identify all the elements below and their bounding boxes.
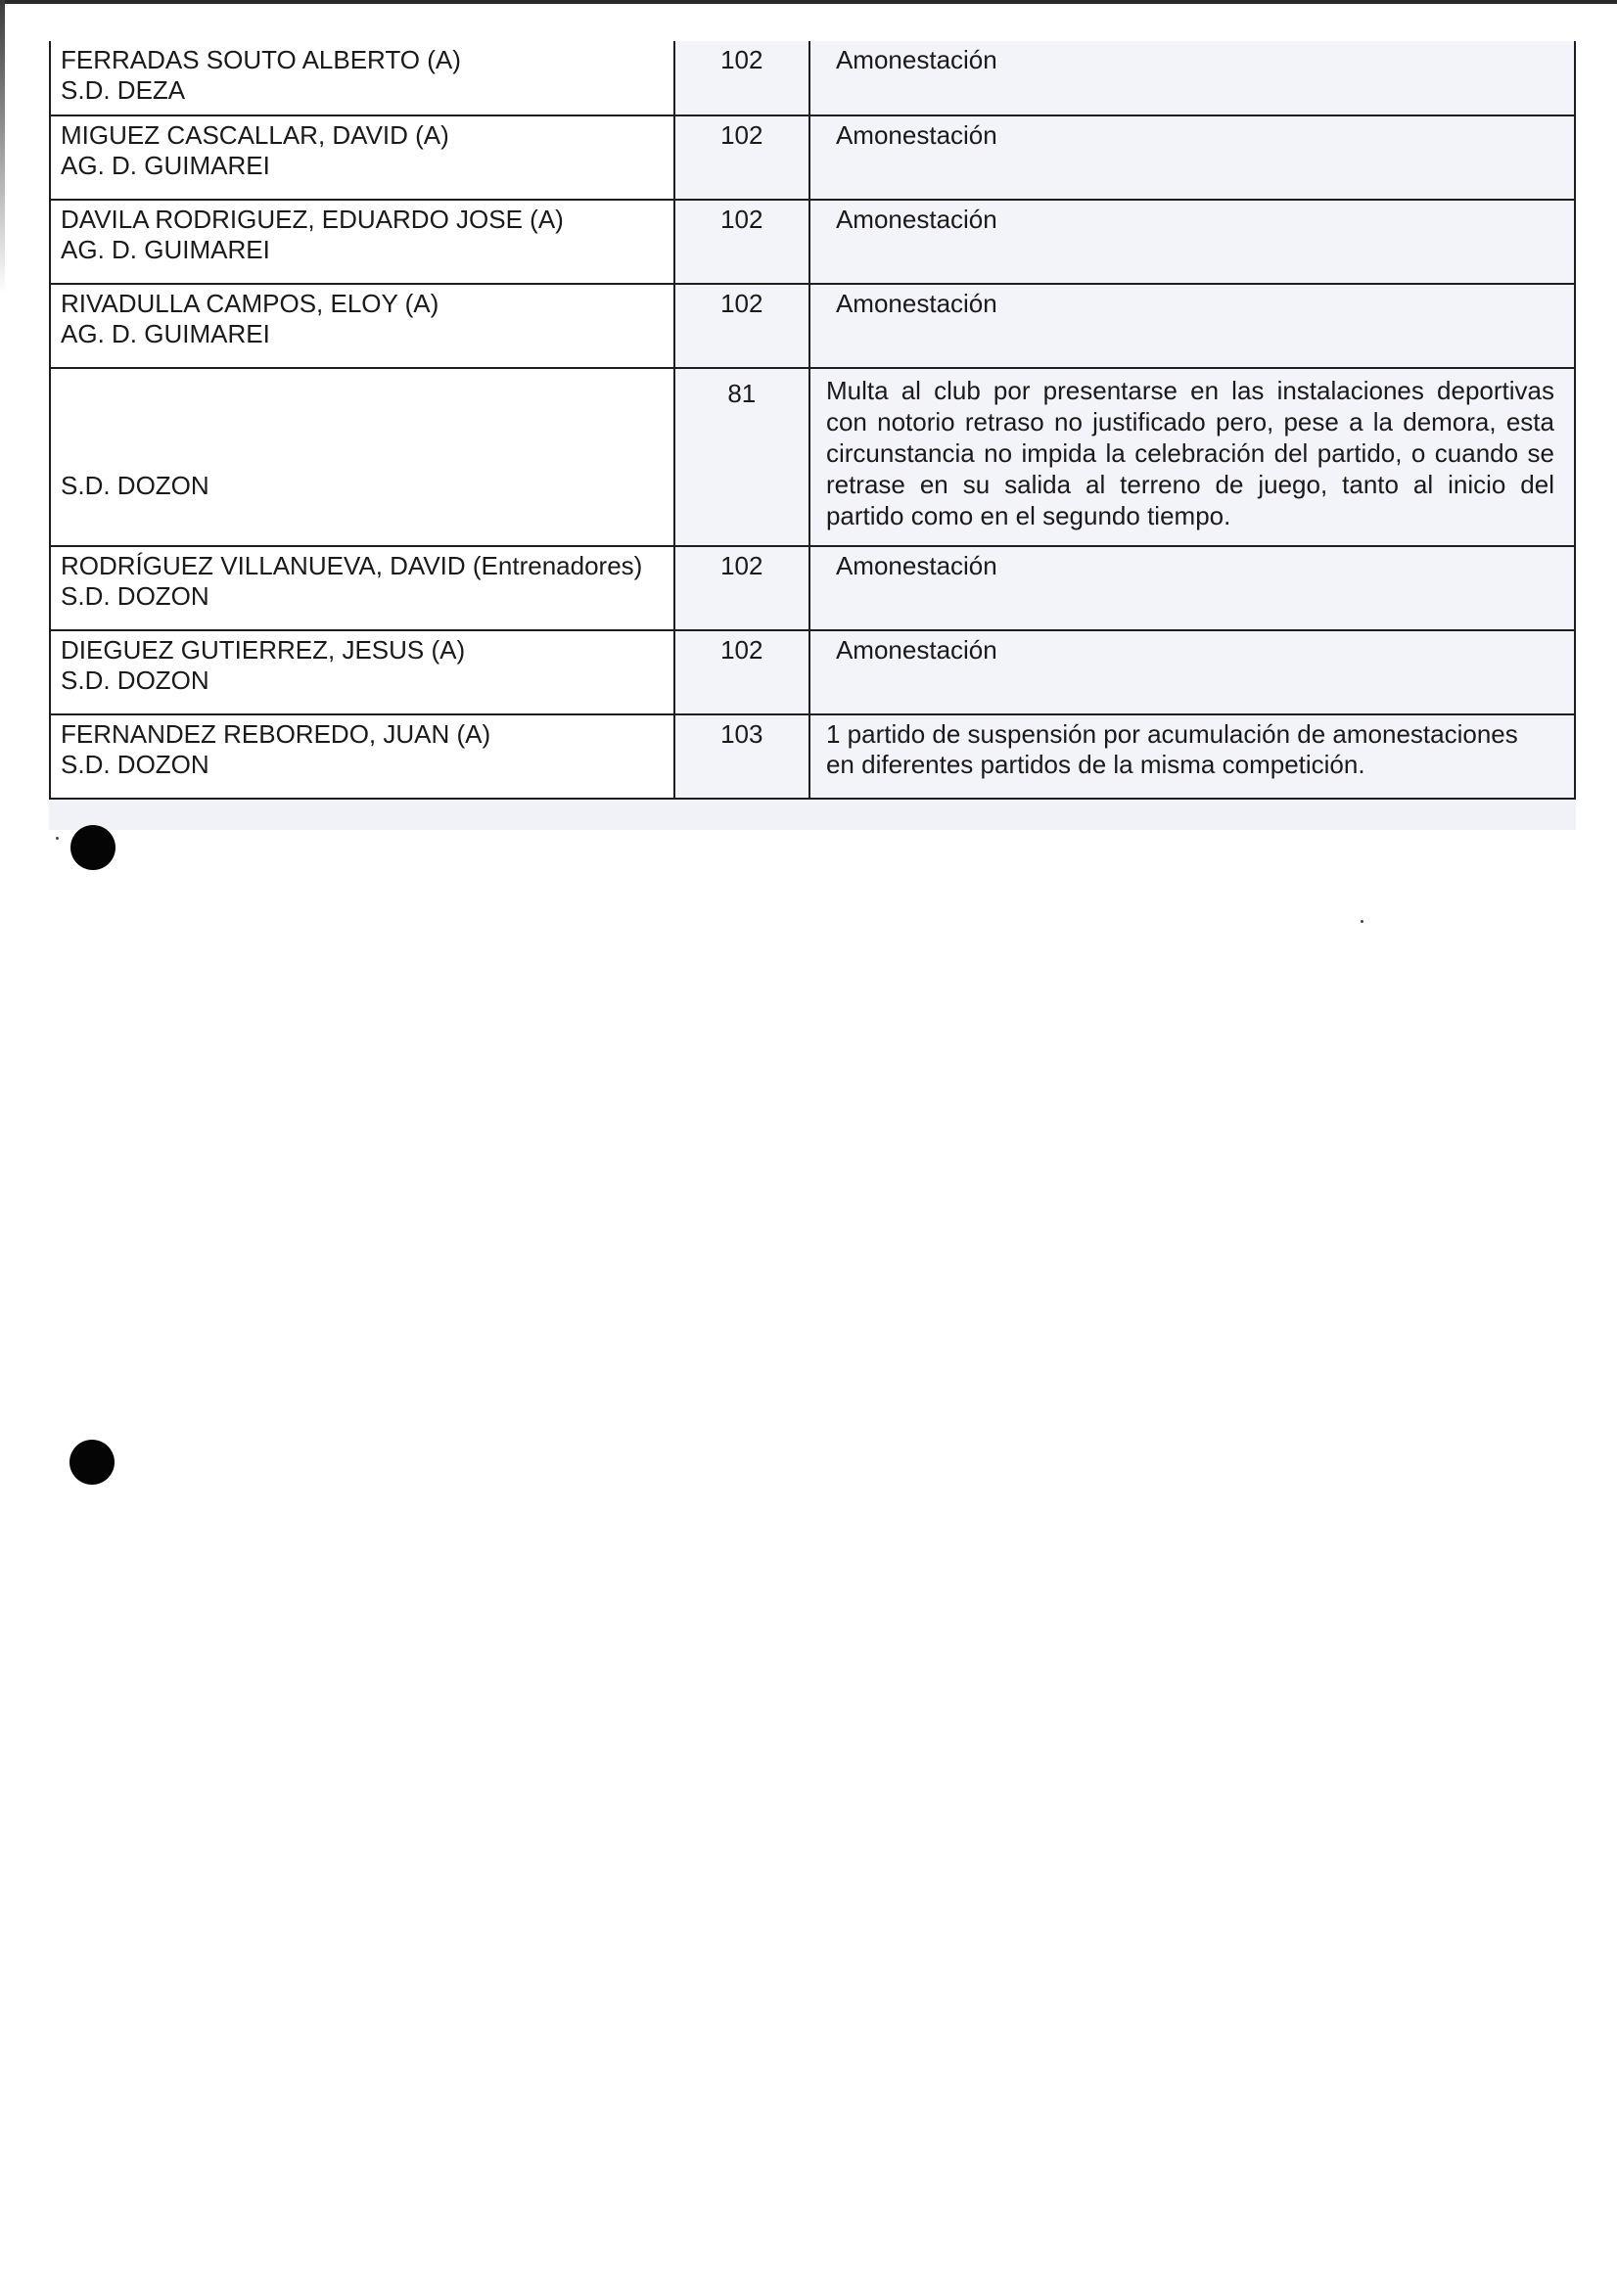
club-name: S.D. DOZON xyxy=(61,666,209,695)
club-name: AG. D. GUIMAREI xyxy=(61,151,270,180)
article-number: 102 xyxy=(674,41,809,115)
sanction-text: 1 partido de suspensión por acumulación de amonestaciones en diferentes partidos de la misma competición. xyxy=(809,714,1575,799)
club-name: AG. D. GUIMAREI xyxy=(61,235,270,264)
article-number: 102 xyxy=(674,284,809,368)
sanction-text: Amonestación xyxy=(809,546,1575,630)
scan-top-edge xyxy=(0,0,1617,4)
club-name: S.D. DEZA xyxy=(61,75,186,105)
sanction-text: Amonestación xyxy=(809,200,1575,284)
article-number: 102 xyxy=(674,115,809,200)
table-row xyxy=(50,115,1575,200)
table-row xyxy=(50,200,1575,284)
club-name: S.D. DOZON xyxy=(61,581,209,611)
player-name: DIEGUEZ GUTIERREZ, JESUS (A) xyxy=(61,635,466,665)
sanction-text: Amonestación xyxy=(809,41,1575,115)
player-name: RODRÍGUEZ VILLANUEVA, DAVID (Entrenadores) xyxy=(61,551,643,580)
table-row xyxy=(50,41,1575,115)
table-row xyxy=(50,368,1575,546)
player-name: RIVADULLA CAMPOS, ELOY (A) xyxy=(61,289,439,318)
article-number: 81 xyxy=(674,368,809,546)
punch-hole-top xyxy=(70,825,116,870)
table-row xyxy=(50,546,1575,630)
table-row xyxy=(50,284,1575,368)
player-cell xyxy=(50,200,674,284)
punch-hole-bottom xyxy=(69,1440,115,1485)
club-name: S.D. DOZON xyxy=(61,470,209,500)
article-number: 102 xyxy=(674,546,809,630)
player-cell xyxy=(50,546,674,630)
article-number: 102 xyxy=(674,200,809,284)
table-row xyxy=(50,714,1575,799)
player-name: MIGUEZ CASCALLAR, DAVID (A) xyxy=(61,120,449,150)
sanctions-table-container xyxy=(49,41,1576,830)
scan-speck xyxy=(56,837,59,840)
sanction-text: Amonestación xyxy=(809,284,1575,368)
player-name: FERRADAS SOUTO ALBERTO (A) xyxy=(61,45,461,74)
club-name: AG. D. GUIMAREI xyxy=(61,319,270,348)
sanction-text: Multa al club por presentarse en las instalaciones deportivas con notorio retraso no justificado pero, pese a la demora, esta circunstancia no impida la celebración del partido, o cuando se retrase en su salida al terreno de juego, tanto al inicio del partido como en el segundo tiempo. xyxy=(809,368,1575,546)
sanction-text: Amonestación xyxy=(809,630,1575,714)
sanction-text: Amonestación xyxy=(809,115,1575,200)
article-number: 103 xyxy=(674,714,809,799)
player-cell xyxy=(50,630,674,714)
sanctions-table xyxy=(49,41,1576,800)
scan-speck xyxy=(1361,920,1363,923)
scan-left-edge xyxy=(0,0,5,294)
table-row xyxy=(50,630,1575,714)
player-cell xyxy=(50,115,674,200)
player-name: FERNANDEZ REBOREDO, JUAN (A) xyxy=(61,719,491,749)
club-cell xyxy=(50,368,674,546)
article-number: 102 xyxy=(674,630,809,714)
player-name: DAVILA RODRIGUEZ, EDUARDO JOSE (A) xyxy=(61,205,564,234)
club-name: S.D. DOZON xyxy=(61,750,209,779)
player-cell xyxy=(50,284,674,368)
player-cell xyxy=(50,41,674,115)
player-cell xyxy=(50,714,674,799)
